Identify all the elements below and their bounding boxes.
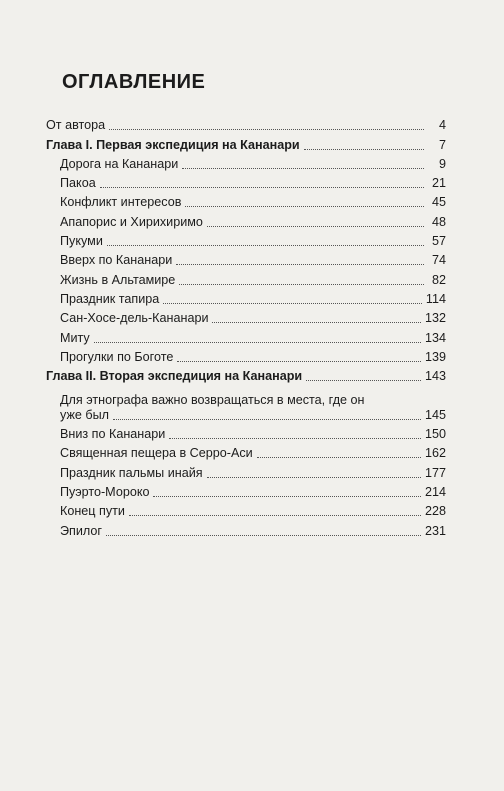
- toc-leader-dots: [182, 168, 424, 169]
- toc-entry-page: 45: [431, 195, 446, 210]
- toc-entry-page: 57: [431, 234, 446, 249]
- toc-entry-page: 228: [424, 504, 446, 519]
- toc-entry-page: 143: [424, 369, 446, 384]
- toc-entry-page: 162: [424, 446, 446, 461]
- toc-entry-title: Пуэрто-Мороко: [60, 484, 150, 499]
- toc-entry-title-line2: уже был: [60, 407, 109, 422]
- toc-leader-dots: [113, 419, 421, 420]
- toc-entry[interactable]: [46, 114, 446, 133]
- toc-entry[interactable]: [46, 384, 446, 423]
- toc-leader-dots: [212, 322, 421, 323]
- toc-entry[interactable]: [46, 461, 446, 480]
- toc-entry[interactable]: [46, 153, 446, 172]
- toc-leader-dots: [207, 226, 424, 227]
- toc-entry-title: Вверх по Кананари: [60, 253, 173, 268]
- toc-entry[interactable]: [46, 442, 446, 461]
- toc-entry-title: Эпилог: [60, 523, 102, 538]
- toc-entry-title: От автора: [46, 118, 106, 133]
- toc-leader-dots: [179, 284, 424, 285]
- toc-entry[interactable]: [46, 326, 446, 345]
- toc-leader-dots: [107, 245, 424, 246]
- toc-leader-dots: [306, 380, 421, 381]
- toc-entry-title: Вниз по Кананари: [60, 427, 166, 442]
- toc-entry[interactable]: [46, 249, 446, 268]
- toc-entry-title: Священная пещера в Серро-Аси: [60, 446, 253, 461]
- toc-entry-page: 21: [431, 176, 446, 191]
- toc-entry-title: Праздник тапира: [60, 291, 160, 306]
- toc-leader-dots: [304, 149, 424, 150]
- toc-entry-title: Пукуми: [60, 234, 103, 249]
- toc-entry-page: 231: [424, 523, 446, 538]
- toc-entry-title: Конец пути: [60, 504, 125, 519]
- toc-entry-title: Жизнь в Альтамире: [60, 272, 176, 287]
- toc-entry[interactable]: [46, 365, 446, 384]
- toc-entry-title: Прогулки по Боготе: [60, 349, 174, 364]
- toc-leader-dots: [207, 477, 421, 478]
- toc-entry-title: Миту: [60, 330, 90, 345]
- toc-entry[interactable]: [46, 210, 446, 229]
- toc-entry-title: Апапорис и Хирихиримо: [60, 214, 203, 229]
- toc-entry[interactable]: [46, 481, 446, 500]
- toc-entry[interactable]: [46, 307, 446, 326]
- toc-entry-page: 132: [424, 311, 446, 326]
- toc-entry[interactable]: [46, 346, 446, 365]
- toc-entry-page: 74: [431, 253, 446, 268]
- toc-entry-title: Конфликт интересов: [60, 195, 182, 210]
- toc-entry-title: Пакоа: [60, 176, 96, 191]
- toc-entry-page: 7: [438, 137, 446, 152]
- toc-entry[interactable]: [46, 288, 446, 307]
- toc-entry-page: 214: [424, 484, 446, 499]
- table-of-contents: [46, 114, 446, 539]
- toc-entry[interactable]: [46, 500, 446, 519]
- toc-entry[interactable]: [46, 133, 446, 152]
- toc-leader-dots: [109, 129, 424, 130]
- toc-entry-title-line1: Для этнографа важно возвращаться в места, где он: [60, 392, 365, 407]
- toc-entry-page: 139: [424, 349, 446, 364]
- toc-leader-dots: [106, 535, 421, 536]
- toc-leader-dots: [185, 206, 424, 207]
- toc-entry-title: Глава II. Вторая экспедиция на Кананари: [46, 369, 303, 384]
- toc-leader-dots: [163, 303, 422, 304]
- toc-entry-page: 114: [425, 291, 446, 306]
- toc-leader-dots: [169, 438, 421, 439]
- toc-leader-dots: [257, 457, 421, 458]
- toc-leader-dots: [100, 187, 424, 188]
- toc-entry[interactable]: [46, 191, 446, 210]
- toc-leader-dots: [177, 361, 421, 362]
- toc-entry-title: Глава I. Первая экспедиция на Кананари: [46, 137, 300, 152]
- toc-entry-page: 134: [424, 330, 446, 345]
- toc-entry[interactable]: [46, 519, 446, 538]
- toc-leader-dots: [153, 496, 421, 497]
- page-title: ОГЛАВЛЕНИЕ: [62, 71, 206, 93]
- toc-leader-dots: [129, 515, 421, 516]
- toc-entry-page: 150: [424, 427, 446, 442]
- toc-entry-page: 82: [431, 272, 446, 287]
- toc-entry-page: 177: [424, 465, 446, 480]
- toc-entry-page: 9: [438, 156, 446, 171]
- toc-leader-dots: [94, 342, 421, 343]
- toc-entry[interactable]: [46, 423, 446, 442]
- toc-entry[interactable]: [46, 268, 446, 287]
- toc-entry-title: Дорога на Кананари: [60, 156, 179, 171]
- toc-entry-page: 4: [438, 118, 446, 133]
- toc-entry-page: 145: [424, 407, 446, 422]
- toc-entry[interactable]: [46, 172, 446, 191]
- toc-entry-page: 48: [431, 214, 446, 229]
- toc-entry-title: Сан-Хосе-дель-Кананари: [60, 311, 209, 326]
- toc-entry-title-block: [46, 393, 446, 423]
- toc-entry-title: Праздник пальмы инайя: [60, 465, 203, 480]
- toc-entry[interactable]: [46, 230, 446, 249]
- toc-leader-dots: [176, 264, 424, 265]
